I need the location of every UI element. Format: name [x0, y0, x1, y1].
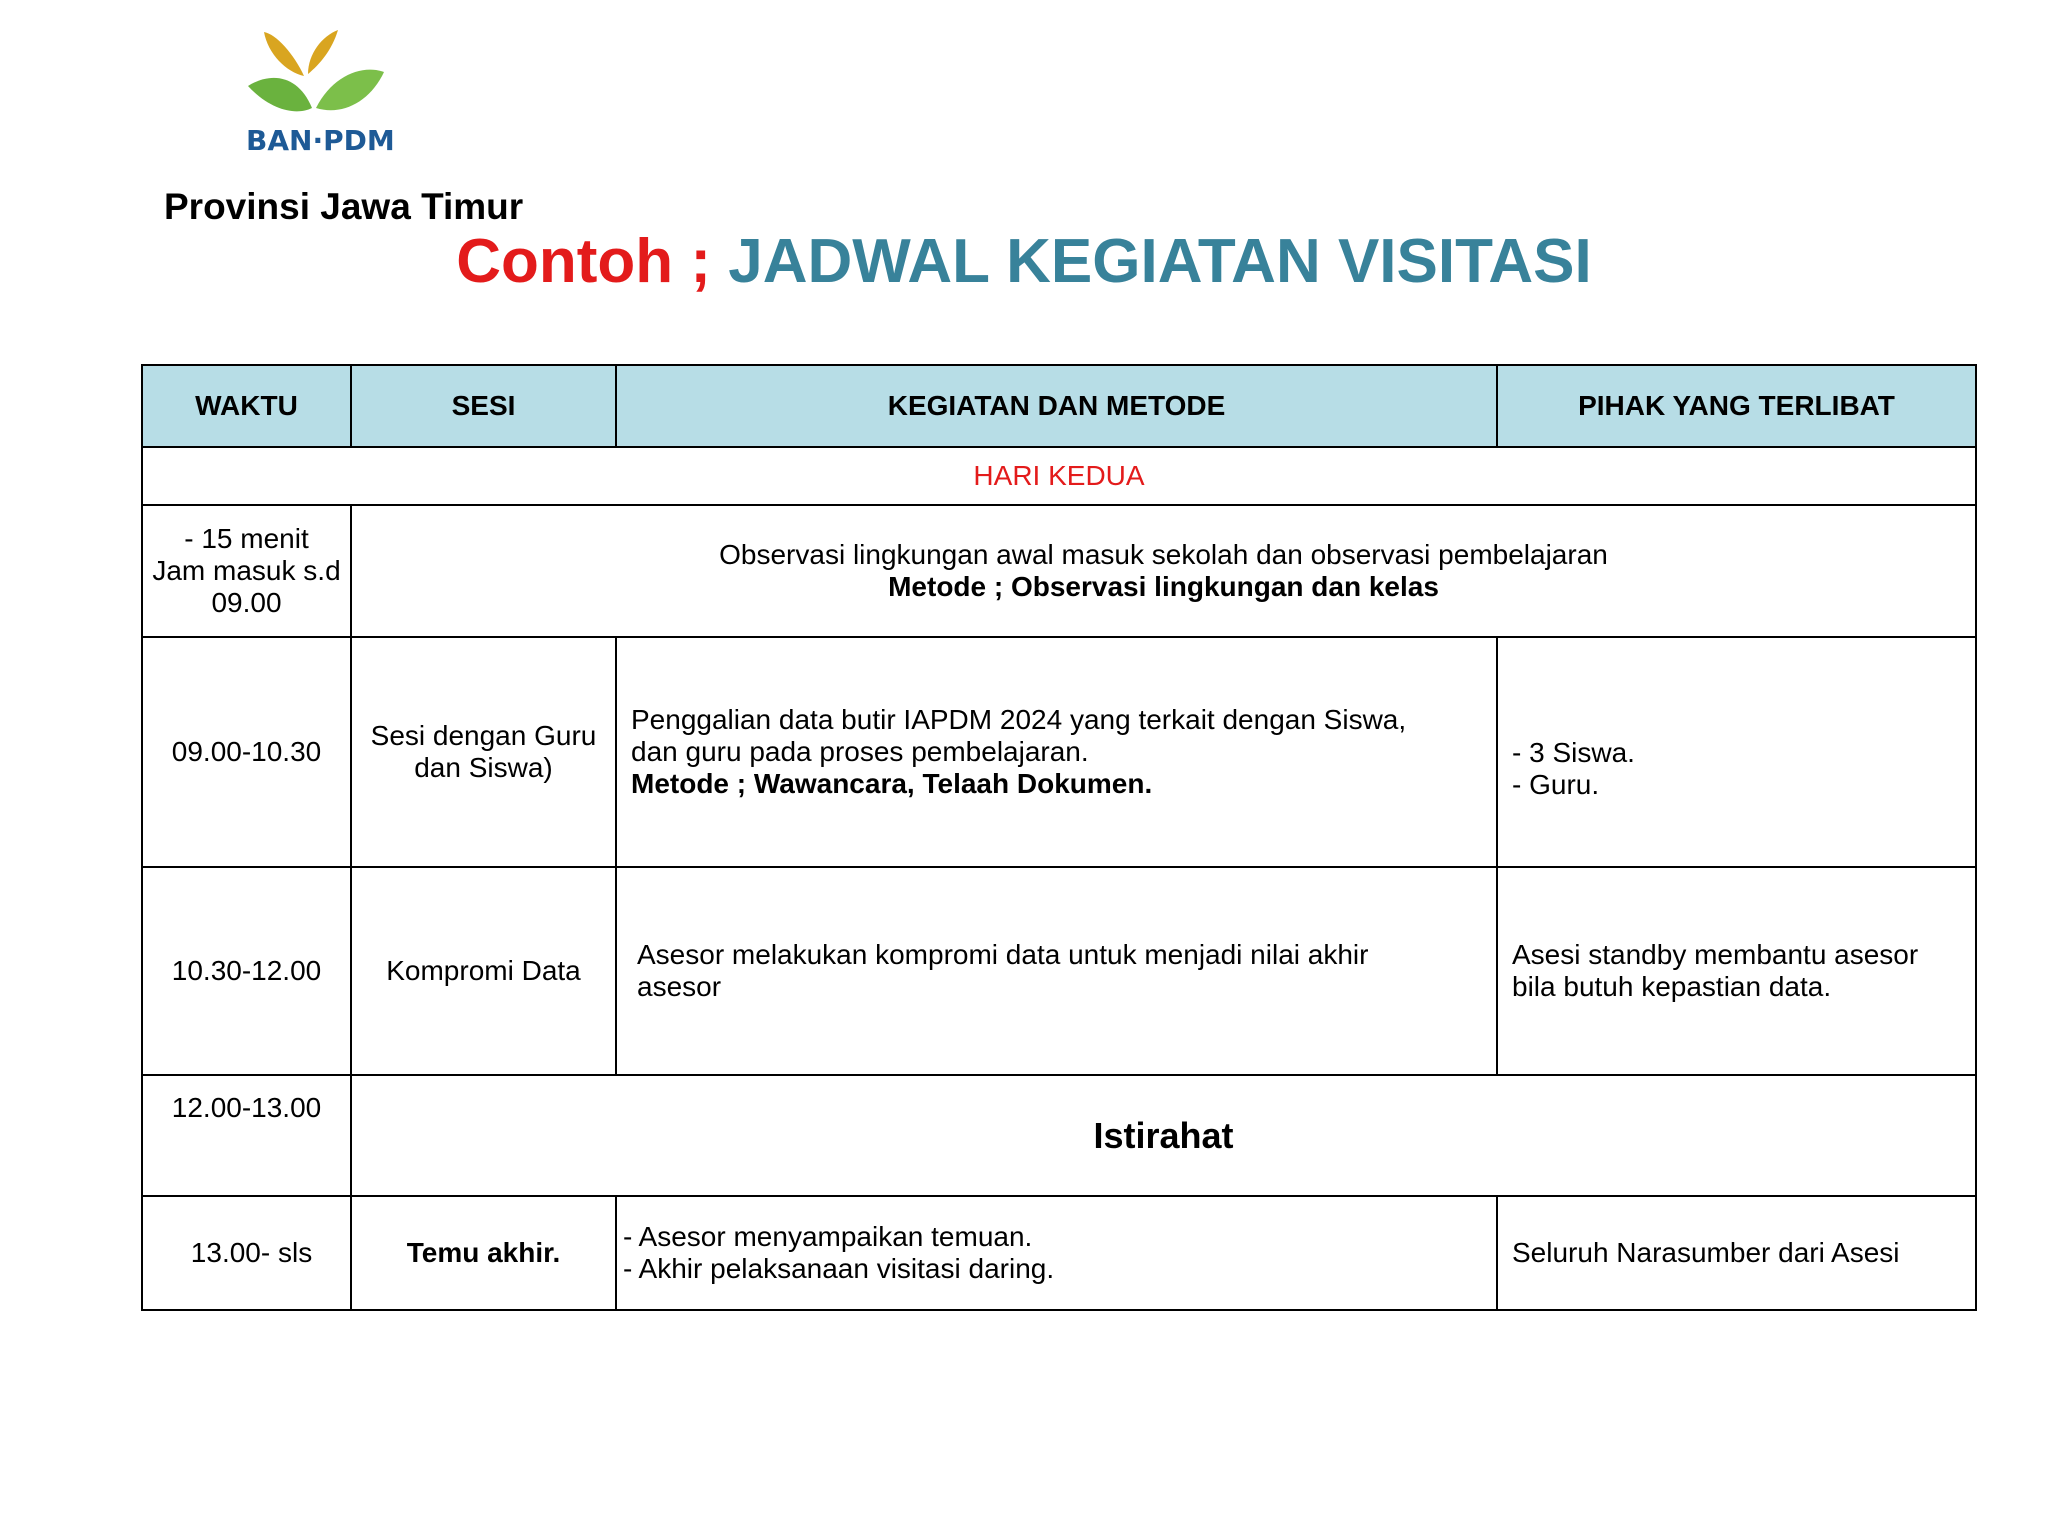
time-cell: 12.00-13.00 — [142, 1075, 351, 1196]
time-cell: 10.30-12.00 — [142, 867, 351, 1075]
table-row — [142, 1075, 1976, 1196]
party-line: bila butuh kepastian data. — [1512, 971, 1832, 1002]
activity-text: Observasi lingkungan awal masuk sekolah dan observasi pembelajaran — [719, 539, 1608, 570]
party-line: - 3 Siswa. — [1512, 737, 1635, 768]
session-cell: Temu akhir. — [351, 1196, 616, 1310]
time-line: Jam masuk s.d — [152, 555, 341, 586]
header-row — [142, 365, 1976, 447]
party-line: Asesi standby membantu asesor — [1512, 939, 1919, 970]
session-cell — [351, 637, 616, 867]
activity-method: Metode ; Wawancara, Telaah Dokumen. — [631, 768, 1153, 799]
table-row — [142, 637, 1976, 867]
title-main: JADWAL KEGIATAN VISITASI — [728, 227, 1592, 296]
province-label: Provinsi Jawa Timur — [164, 186, 524, 227]
sprout-icon — [246, 24, 386, 124]
activity-line: - Asesor menyampaikan temuan. — [623, 1221, 1033, 1252]
header-waktu: WAKTU — [142, 365, 351, 447]
activity-cell — [351, 505, 1976, 637]
party-cell: Seluruh Narasumber dari Asesi — [1497, 1196, 1976, 1310]
break-cell: Istirahat — [351, 1075, 1976, 1196]
day-row — [142, 447, 1976, 505]
logo-text: BAN·PDM — [246, 124, 395, 157]
party-cell — [1497, 637, 1976, 867]
activity-line: Penggalian data butir IAPDM 2024 yang terkait dengan Siswa, — [631, 704, 1407, 735]
activity-line: Asesor melakukan kompromi data untuk menjadi nilai akhir — [637, 939, 1369, 970]
activity-cell — [616, 1196, 1497, 1310]
time-cell — [142, 505, 351, 637]
session-cell: Kompromi Data — [351, 867, 616, 1075]
activity-line: dan guru pada proses pembelajaran. — [631, 736, 1089, 767]
table-row — [142, 867, 1976, 1075]
schedule-table — [141, 364, 1977, 1311]
activity-cell — [616, 637, 1497, 867]
title-prefix: Contoh ; — [456, 227, 712, 296]
activity-method: Metode ; Observasi lingkungan dan kelas — [888, 571, 1439, 602]
day-label: HARI KEDUA — [142, 447, 1976, 505]
activity-cell — [616, 867, 1497, 1075]
time-line: - 15 menit — [184, 523, 309, 554]
header-sesi: SESI — [351, 365, 616, 447]
party-line: - Guru. — [1512, 769, 1600, 800]
activity-line: - Akhir pelaksanaan visitasi daring. — [623, 1253, 1055, 1284]
activity-line: asesor — [637, 971, 722, 1002]
ban-pdm-logo — [246, 24, 395, 164]
party-cell — [1497, 867, 1976, 1075]
header-pihak: PIHAK YANG TERLIBAT — [1497, 365, 1976, 447]
time-cell: 13.00- sls — [142, 1196, 351, 1310]
page-title — [0, 226, 2048, 297]
time-line: 09.00 — [211, 587, 282, 618]
header-kegiatan: KEGIATAN DAN METODE — [616, 365, 1497, 447]
session-line: Sesi dengan Guru — [370, 720, 597, 751]
session-line: dan Siswa) — [414, 752, 553, 783]
table-row — [142, 505, 1976, 637]
table-row — [142, 1196, 1976, 1310]
time-cell: 09.00-10.30 — [142, 637, 351, 867]
